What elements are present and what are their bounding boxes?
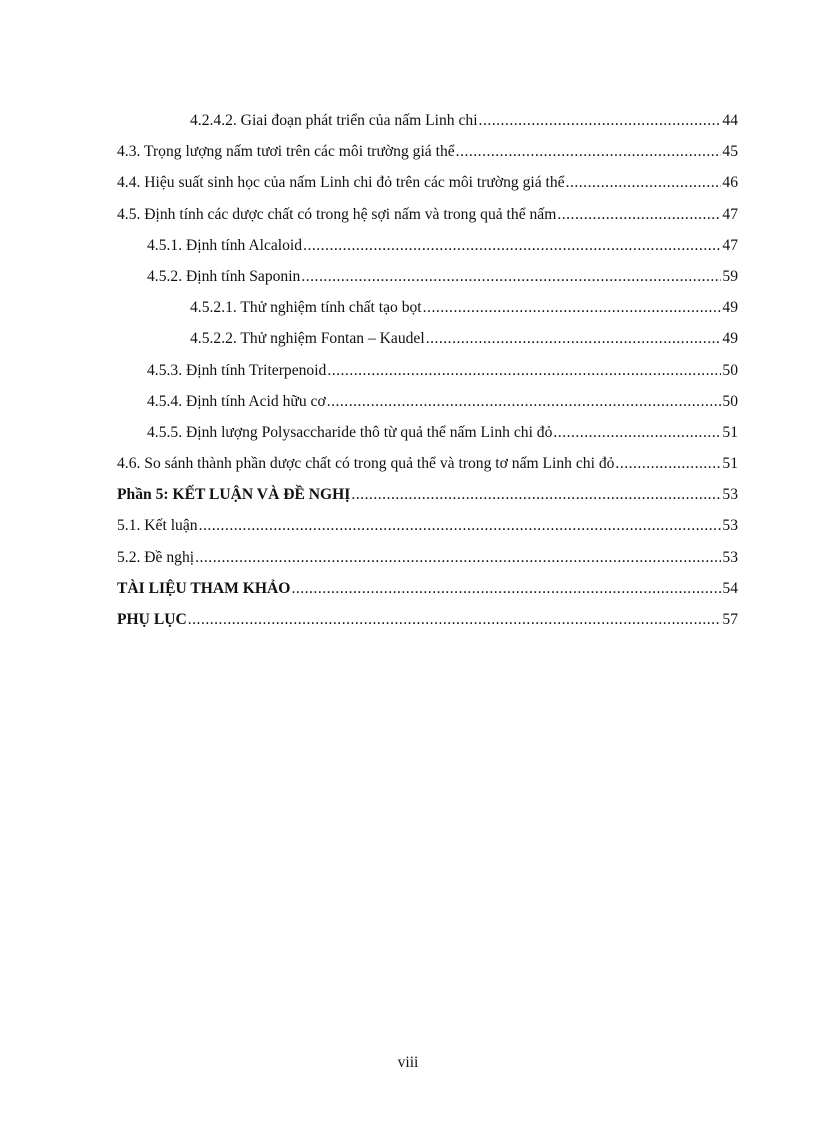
- toc-entry[interactable]: [117, 486, 738, 517]
- toc-entry-title: 4.4. Hiệu suất sinh học của nấm Linh chi đỏ trên các môi trường giá thể: [117, 174, 565, 192]
- toc-entry[interactable]: [117, 455, 738, 486]
- toc-entry-page: 59: [722, 267, 738, 285]
- toc-entry-page: 51: [722, 455, 738, 473]
- toc-dot-leader: [199, 517, 722, 535]
- toc-dot-leader: [327, 393, 722, 411]
- toc-entry-title: 4.5.1. Định tính Alcaloid: [147, 236, 303, 254]
- toc-entry-title: 4.5.3. Định tính Triterpenoid: [147, 361, 327, 379]
- toc-entry-page: 47: [722, 236, 738, 254]
- toc-dot-leader: [423, 299, 722, 317]
- toc-entry-page: 54: [722, 579, 738, 597]
- toc-entry-page: 57: [722, 611, 738, 628]
- toc-entry-page: 50: [722, 392, 738, 410]
- toc-entry[interactable]: [117, 299, 738, 330]
- toc-dot-leader: [615, 455, 721, 473]
- toc-dot-leader: [426, 330, 722, 348]
- toc-entry-title: 4.6. So sánh thành phần dược chất có trong quả thể và trong tơ nấm Linh chi đỏ: [117, 455, 615, 473]
- toc-entry-title: 4.5.5. Định lượng Polysaccharide thô từ quả thể nấm Linh chi đỏ: [147, 423, 553, 441]
- toc-entry[interactable]: [117, 174, 738, 205]
- toc-entry[interactable]: [117, 112, 738, 143]
- toc-entry-title: Phần 5: KẾT LUẬN VÀ ĐỀ NGHỊ: [117, 486, 351, 504]
- toc-dot-leader: [301, 268, 721, 286]
- toc-entry[interactable]: [117, 237, 738, 268]
- toc-dot-leader: [553, 424, 721, 442]
- toc-entry-page: 45: [722, 143, 738, 161]
- toc-entry-title: 5.2. Đề nghị: [117, 548, 195, 566]
- toc-entry[interactable]: [117, 330, 738, 361]
- toc-entry-page: 51: [722, 423, 738, 441]
- toc-entry[interactable]: [117, 362, 738, 393]
- toc-entry-page: 46: [722, 174, 738, 192]
- toc-dot-leader: [479, 112, 722, 130]
- toc-entry-title: TÀI LIỆU THAM KHẢO: [117, 579, 291, 597]
- toc-entry[interactable]: [117, 580, 738, 611]
- toc-entry[interactable]: [117, 206, 738, 237]
- toc-dot-leader: [351, 486, 721, 504]
- toc-entry-title: 4.2.4.2. Giai đoạn phát triển của nấm Linh chi: [190, 112, 478, 129]
- toc-entry-page: 50: [722, 361, 738, 379]
- toc-entry[interactable]: [117, 611, 738, 642]
- toc-entry-title: 5.1. Kết luận: [117, 517, 198, 535]
- toc-entry-title: PHỤ LỤC: [117, 611, 187, 628]
- toc-entry-title: 4.3. Trọng lượng nấm tươi trên các môi trường giá thể: [117, 143, 455, 161]
- toc-entry-page: 47: [722, 205, 738, 223]
- toc-dot-leader: [456, 143, 722, 161]
- toc-entry-page: 53: [722, 517, 738, 535]
- toc-entry-title: 4.5.2.1. Thử nghiệm tính chất tạo bọt: [190, 299, 422, 317]
- toc-entry[interactable]: [117, 143, 738, 174]
- toc-entry-title: 4.5.4. Định tính Acid hữu cơ: [147, 392, 326, 410]
- toc-entry-page: 49: [722, 330, 738, 348]
- toc-entry[interactable]: [117, 517, 738, 548]
- toc-dot-leader: [291, 580, 721, 598]
- toc-dot-leader: [327, 362, 721, 380]
- toc-entry[interactable]: [117, 549, 738, 580]
- toc-dot-leader: [557, 206, 721, 224]
- toc-entry-page: 53: [722, 486, 738, 504]
- toc-entry-title: 4.5.2.2. Thử nghiệm Fontan – Kaudel: [190, 330, 425, 348]
- toc-dot-leader: [188, 611, 722, 629]
- toc-entry-page: 44: [722, 112, 738, 129]
- toc-entry[interactable]: [117, 268, 738, 299]
- toc-entry-title: 4.5. Định tính các dược chất có trong hệ sợi nấm và trong quả thể nấm: [117, 205, 557, 223]
- toc-entry-title: 4.5.2. Định tính Saponin: [147, 267, 301, 285]
- toc-entry-page: 49: [722, 299, 738, 317]
- table-of-contents: [117, 112, 738, 642]
- page-number: viii: [397, 1054, 419, 1071]
- toc-entry-page: 53: [722, 548, 738, 566]
- toc-dot-leader: [195, 549, 721, 567]
- toc-entry[interactable]: [117, 424, 738, 455]
- toc-dot-leader: [566, 174, 722, 192]
- toc-entry[interactable]: [117, 393, 738, 424]
- toc-dot-leader: [303, 237, 721, 255]
